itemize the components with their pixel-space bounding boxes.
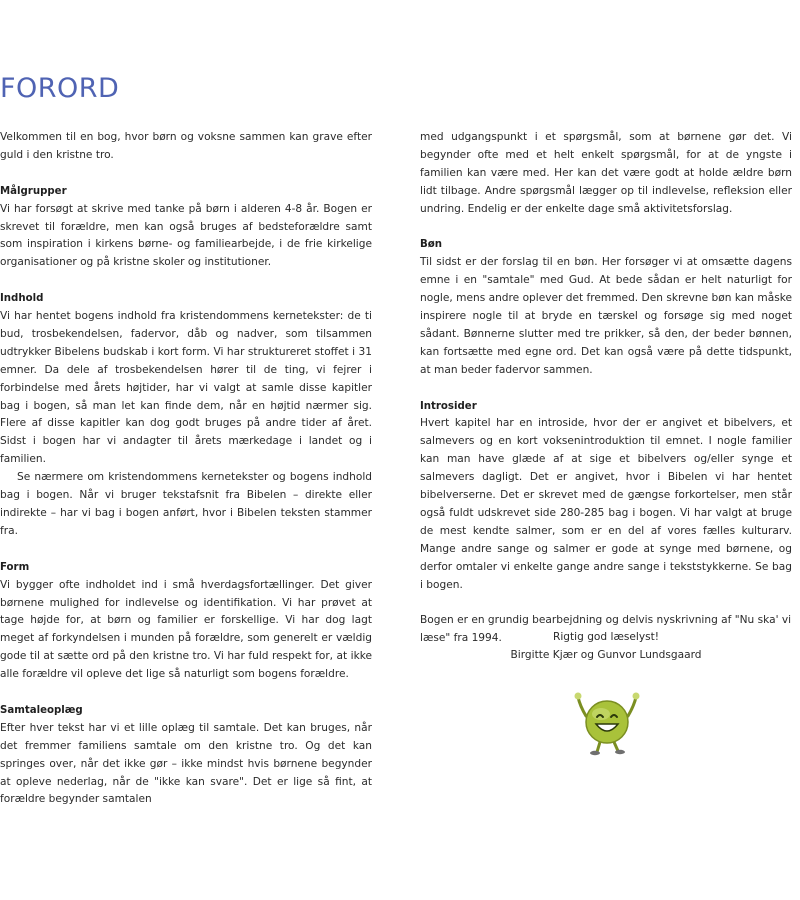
continuation-paragraph: med udgangspunkt i et spørgsmål, som at børnene gør det. Vi begynder ofte med et helt enkelt spørgsmål, for at de yngste i familien kan være med. Her kan det være godt at holde ældre børn lidt tilbage. Andre spørgsmål lægger op til indlevelse, refleksion eller undring. Endelig er der enkelte dage små aktivitetsforslag.: [420, 131, 792, 215]
authors: Birgitte Kjær og Gunvor Lundsgaard: [510, 649, 702, 661]
section-heading-indhold: Indhold: [0, 293, 44, 305]
indhold-paragraph-1: Vi har hentet bogens indhold fra kristendommens kernetekster: de ti bud, trosbekendelsen, fadervor, dåb og nadver, som tilsammen udtrykker Bibelens budskab i kort form. Vi har struktureret stoffet i 31 emner. Da dele af trosbekendelsen hører til de ting, vi fejrer i forbindelse med årets højtider, har vi valgt at samle disse kapitler bag i bogen, så man let kan finde dem, når en højtid nærmer sig. Flere af disse kapitler kan dog godt bruges på andre tider af året. Sidst i bogen har vi andagter til årets mærkedage i landet og i familien.: [0, 310, 372, 466]
right-column: [420, 129, 792, 648]
mascot-icon: [572, 686, 642, 756]
bon-paragraph: Til sidst er der forslag til en bøn. Her forsøger vi at omsætte dagens emne i en "samtale" med Gud. At bede sådan er helt naturligt for nogle, mens andre oplever det fremmed. Den skrevne bøn kan måske inspirere nogle til at bryde en tærskel og forsøge sig med noget sådant. Bønnerne slutter med tre prikker, så den, der beder bønnen, kan fortsætte med egne ord. Det kan også være på dette tidspunkt, at man beder fadervor sammen.: [420, 256, 792, 376]
section-heading-introsider: Introsider: [420, 400, 477, 412]
intro-paragraph: Velkommen til en bog, hvor børn og voksne sammen kan grave efter guld i den kristne tro.: [0, 131, 372, 161]
section-heading-form: Form: [0, 561, 30, 573]
malgrupper-paragraph: Vi har forsøgt at skrive med tanke på børn i alderen 4-8 år. Bogen er skrevet til forældre, men kan også bruges af bedsteforældre samt som inspiration i kirkens børne- og familiearbejde, i de frie kirkelige organisationer og på kristne skoler og institutioner.: [0, 202, 372, 269]
closing-paragraph: Bogen er en grundig bearbejdning og delvis nyskrivning af "Nu ska' vi læse" fra 1994.: [420, 614, 792, 645]
form-paragraph: Vi bygger ofte indholdet ind i små hverdagsfortællinger. Det giver børnene mulighed for indlevelse og identifikation. Vi har prøvet at tage højde for, at børn og familier er forskellige. Vi har dog lagt meget af forkyndelsen i munden på forældre, som generelt er vældig gode til at sætte ord på den kristne tro. Vi har fuld respekt for, at ikke alle forældre vil opleve det lige så naturligt som bogens forældre.: [0, 578, 372, 681]
section-heading-malgrupper: Målgrupper: [0, 185, 67, 197]
page-title: FORORD: [0, 73, 120, 104]
left-column: [0, 129, 372, 809]
indhold-paragraph-2: Se nærmere om kristendommens kernetekster og bogens indhold bag i bogen. Når vi bruger tekstafsnit fra Bibelen – direkte eller indirekte – har vi bag i bogen anført, hvor i Bibelen teksten stammer fra.: [0, 471, 372, 537]
introsider-paragraph: Hvert kapitel har en introside, hvor der er angivet et bibelvers, et salmevers og en kort voksenintroduktion til emnet. I nogle familier kan man have glæde af at sige et bibelvers og/eller synge et salmevers dagligt. Det er angivet, hvor i Bibelen vi har hentet bibelverserne. Det er skrevet med de gængse forkortelser, men står også fuldt udskrevet side 280-285 bag i bogen. Vi har valgt at bruge de mest kendte salmer, som er en del af vores fælles kulturarv. Mange andre sange og salmer er gode at synge med børnene, og derfor omtaler vi enkelte gange andre sange i tekststykkerne. Se bag i bogen.: [420, 417, 792, 591]
signoff: [420, 628, 792, 664]
samtaleoplaeg-paragraph: Efter hver tekst har vi et lille oplæg til samtale. Det kan bruges, når det fremmer familiens samtale om den kristne tro. Og det kan springes over, når det ikke gør – ikke mindst hvis børnene begynder at opleve nederlag, når de "ikke kan svare". Det er lige så fint, at forældre begynder samtalen: [0, 721, 372, 806]
greeting: Rigtig god læselyst!: [552, 631, 660, 643]
section-heading-samtaleoplaeg: Samtaleoplæg: [0, 704, 83, 716]
section-heading-bon: Bøn: [420, 239, 443, 251]
